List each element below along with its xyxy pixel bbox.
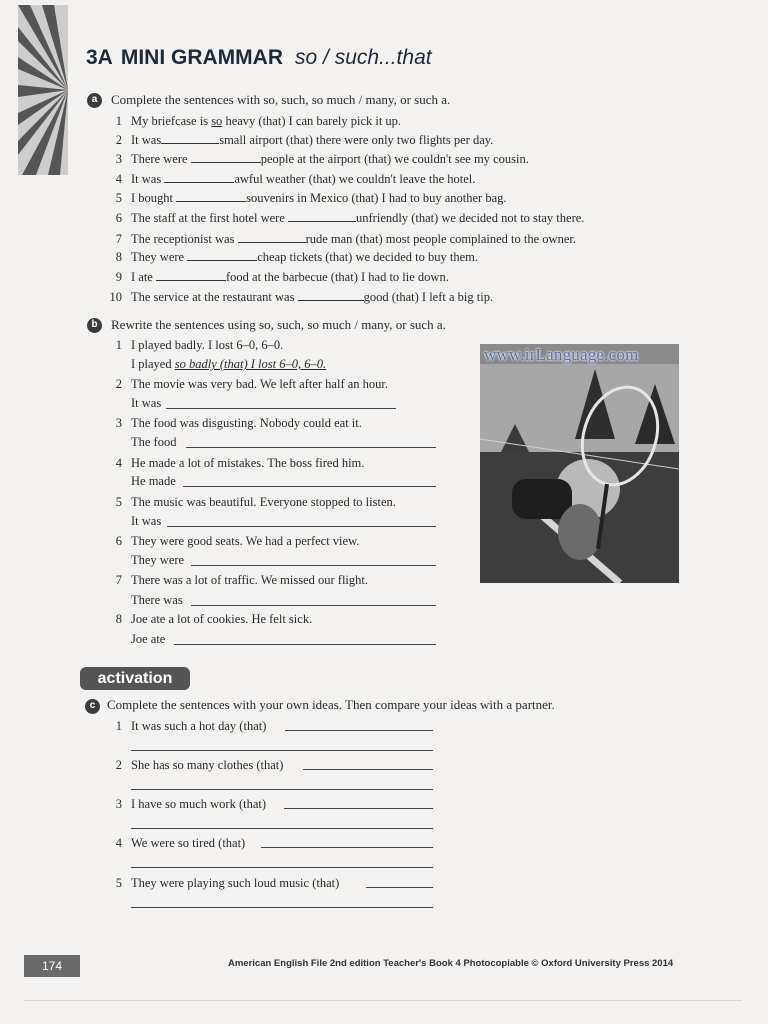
answer-line[interactable] <box>191 565 436 566</box>
item-number: 1 <box>115 719 122 733</box>
unit-number: 3A <box>86 46 113 69</box>
list-item: I played badly. I lost 6–0, 6–0. <box>131 338 284 352</box>
item-number: 7 <box>115 573 122 587</box>
list-item: I bought souvenirs in Mexico (that) I had to buy another bag. <box>131 191 507 205</box>
item-number: 8 <box>115 612 122 626</box>
item-number: 5 <box>115 191 122 205</box>
rewrite-start: It was <box>131 514 162 528</box>
answer-line[interactable] <box>183 486 436 487</box>
item-number: 6 <box>115 534 122 548</box>
answer-blank[interactable] <box>238 232 306 243</box>
answer-blank[interactable] <box>288 211 356 222</box>
item-number: 7 <box>115 232 122 246</box>
item-number: 1 <box>115 114 122 128</box>
list-item: My briefcase is so heavy (that) I can barely pick it up. <box>131 114 402 128</box>
list-item: I ate food at the barbecue (that) I had to lie down. <box>131 270 449 284</box>
watermark: www.irLanguage.com <box>484 345 639 364</box>
answer-line[interactable] <box>285 730 433 731</box>
list-item: It was small airport (that) there were only two flights per day. <box>131 133 494 147</box>
footer-credit: American English File 2nd edition Teacher's Book 4 Photocopiable © Oxford University Press 2014 <box>228 958 674 969</box>
item-number: 4 <box>115 836 122 850</box>
item-number: 6 <box>115 211 122 225</box>
item-number: 4 <box>115 172 122 186</box>
answer-line[interactable] <box>131 867 433 868</box>
rewrite-start: Joe ate <box>131 632 166 646</box>
answer-line[interactable] <box>284 808 433 809</box>
item-number: 5 <box>115 495 122 509</box>
answer-line[interactable] <box>366 887 433 888</box>
answer-blank[interactable] <box>191 152 261 163</box>
list-item: We were so tired (that) <box>131 836 246 850</box>
item-number: 2 <box>115 758 122 772</box>
answer-blank[interactable] <box>156 270 226 281</box>
item-number: 2 <box>115 133 122 147</box>
item-number: 5 <box>115 876 122 890</box>
answer-line[interactable] <box>131 750 433 751</box>
rewrite-start: They were <box>131 553 185 567</box>
rewrite-start: There was <box>131 593 183 607</box>
list-item: The service at the restaurant was good (that) I left a big tip. <box>131 290 494 304</box>
item-number: 3 <box>115 416 122 430</box>
answer-line[interactable] <box>167 526 436 527</box>
item-number: 9 <box>115 270 122 284</box>
section-b-marker: b <box>87 318 102 333</box>
answer-line[interactable] <box>191 605 436 606</box>
section-a-instruction: Complete the sentences with so, such, so much / many, or such a. <box>111 92 451 107</box>
answer-blank[interactable] <box>298 290 364 301</box>
title-main: MINI GRAMMAR <box>120 46 284 69</box>
list-item: The receptionist was rude man (that) most people complained to the owner. <box>131 232 576 246</box>
bottom-divider <box>24 1000 742 1001</box>
answer-blank[interactable] <box>187 250 257 261</box>
rewrite-start: He made <box>131 474 176 488</box>
answer-line[interactable] <box>261 847 433 848</box>
tennis-player-photo <box>480 344 679 583</box>
answer-line[interactable] <box>166 408 396 409</box>
section-a-marker: a <box>87 93 102 108</box>
list-item: The staff at the first hotel were unfriendly (that) we decided not to stay there. <box>131 211 585 225</box>
list-item: It was such a hot day (that) <box>131 719 267 733</box>
item-number: 1 <box>115 338 122 352</box>
item-number: 3 <box>115 797 122 811</box>
answer-blank[interactable] <box>161 133 219 144</box>
answer-line[interactable] <box>186 447 436 448</box>
list-item: There was a lot of traffic. We missed our flight. <box>131 573 369 587</box>
answer-line[interactable] <box>131 907 433 908</box>
example-answer: so badly (that) I lost 6–0, 6–0. <box>174 357 327 371</box>
list-item: It was awful weather (that) we couldn't leave the hotel. <box>131 172 476 186</box>
list-item: Joe ate a lot of cookies. He felt sick. <box>131 612 313 626</box>
list-item: The movie was very bad. We left after half an hour. <box>131 377 389 391</box>
answer-line[interactable] <box>174 644 436 645</box>
item-number: 4 <box>115 456 122 470</box>
example-answer-line: I played so badly (that) I lost 6–0, 6–0. <box>131 357 327 371</box>
list-item: They were playing such loud music (that) <box>131 876 340 890</box>
rewrite-start: The food <box>131 435 177 449</box>
item-number: 3 <box>115 152 122 166</box>
answer-line[interactable] <box>303 769 433 770</box>
list-item: They were good seats. We had a perfect view. <box>131 534 360 548</box>
answer-blank[interactable] <box>176 191 246 202</box>
item-number: 8 <box>115 250 122 264</box>
decorative-sunburst <box>18 5 68 175</box>
page-title <box>86 46 432 70</box>
answer-blank[interactable] <box>164 172 234 183</box>
rewrite-start: It was <box>131 396 162 410</box>
title-subtitle: so / such...that <box>295 46 432 69</box>
section-b-instruction: Rewrite the sentences using so, such, so much / many, or such a. <box>111 317 446 332</box>
list-item: They were cheap tickets (that) we decided to buy them. <box>131 250 478 264</box>
item-number: 2 <box>115 377 122 391</box>
list-item: There were people at the airport (that) we couldn't see my cousin. <box>131 152 529 166</box>
list-item: She has so many clothes (that) <box>131 758 284 772</box>
answer-line[interactable] <box>131 789 433 790</box>
section-c-instruction: Complete the sentences with your own ideas. Then compare your ideas with a partner. <box>107 697 555 712</box>
answer-line[interactable] <box>131 828 433 829</box>
list-item: I have so much work (that) <box>131 797 267 811</box>
list-item: The food was disgusting. Nobody could eat it. <box>131 416 362 430</box>
list-item: The music was beautiful. Everyone stopped to listen. <box>131 495 396 509</box>
section-c-marker: c <box>85 699 100 714</box>
example-answer: so <box>211 114 223 128</box>
page-number: 174 <box>24 955 80 977</box>
list-item: He made a lot of mistakes. The boss fired him. <box>131 456 365 470</box>
activation-label: activation <box>80 667 190 690</box>
item-number: 10 <box>109 290 122 304</box>
